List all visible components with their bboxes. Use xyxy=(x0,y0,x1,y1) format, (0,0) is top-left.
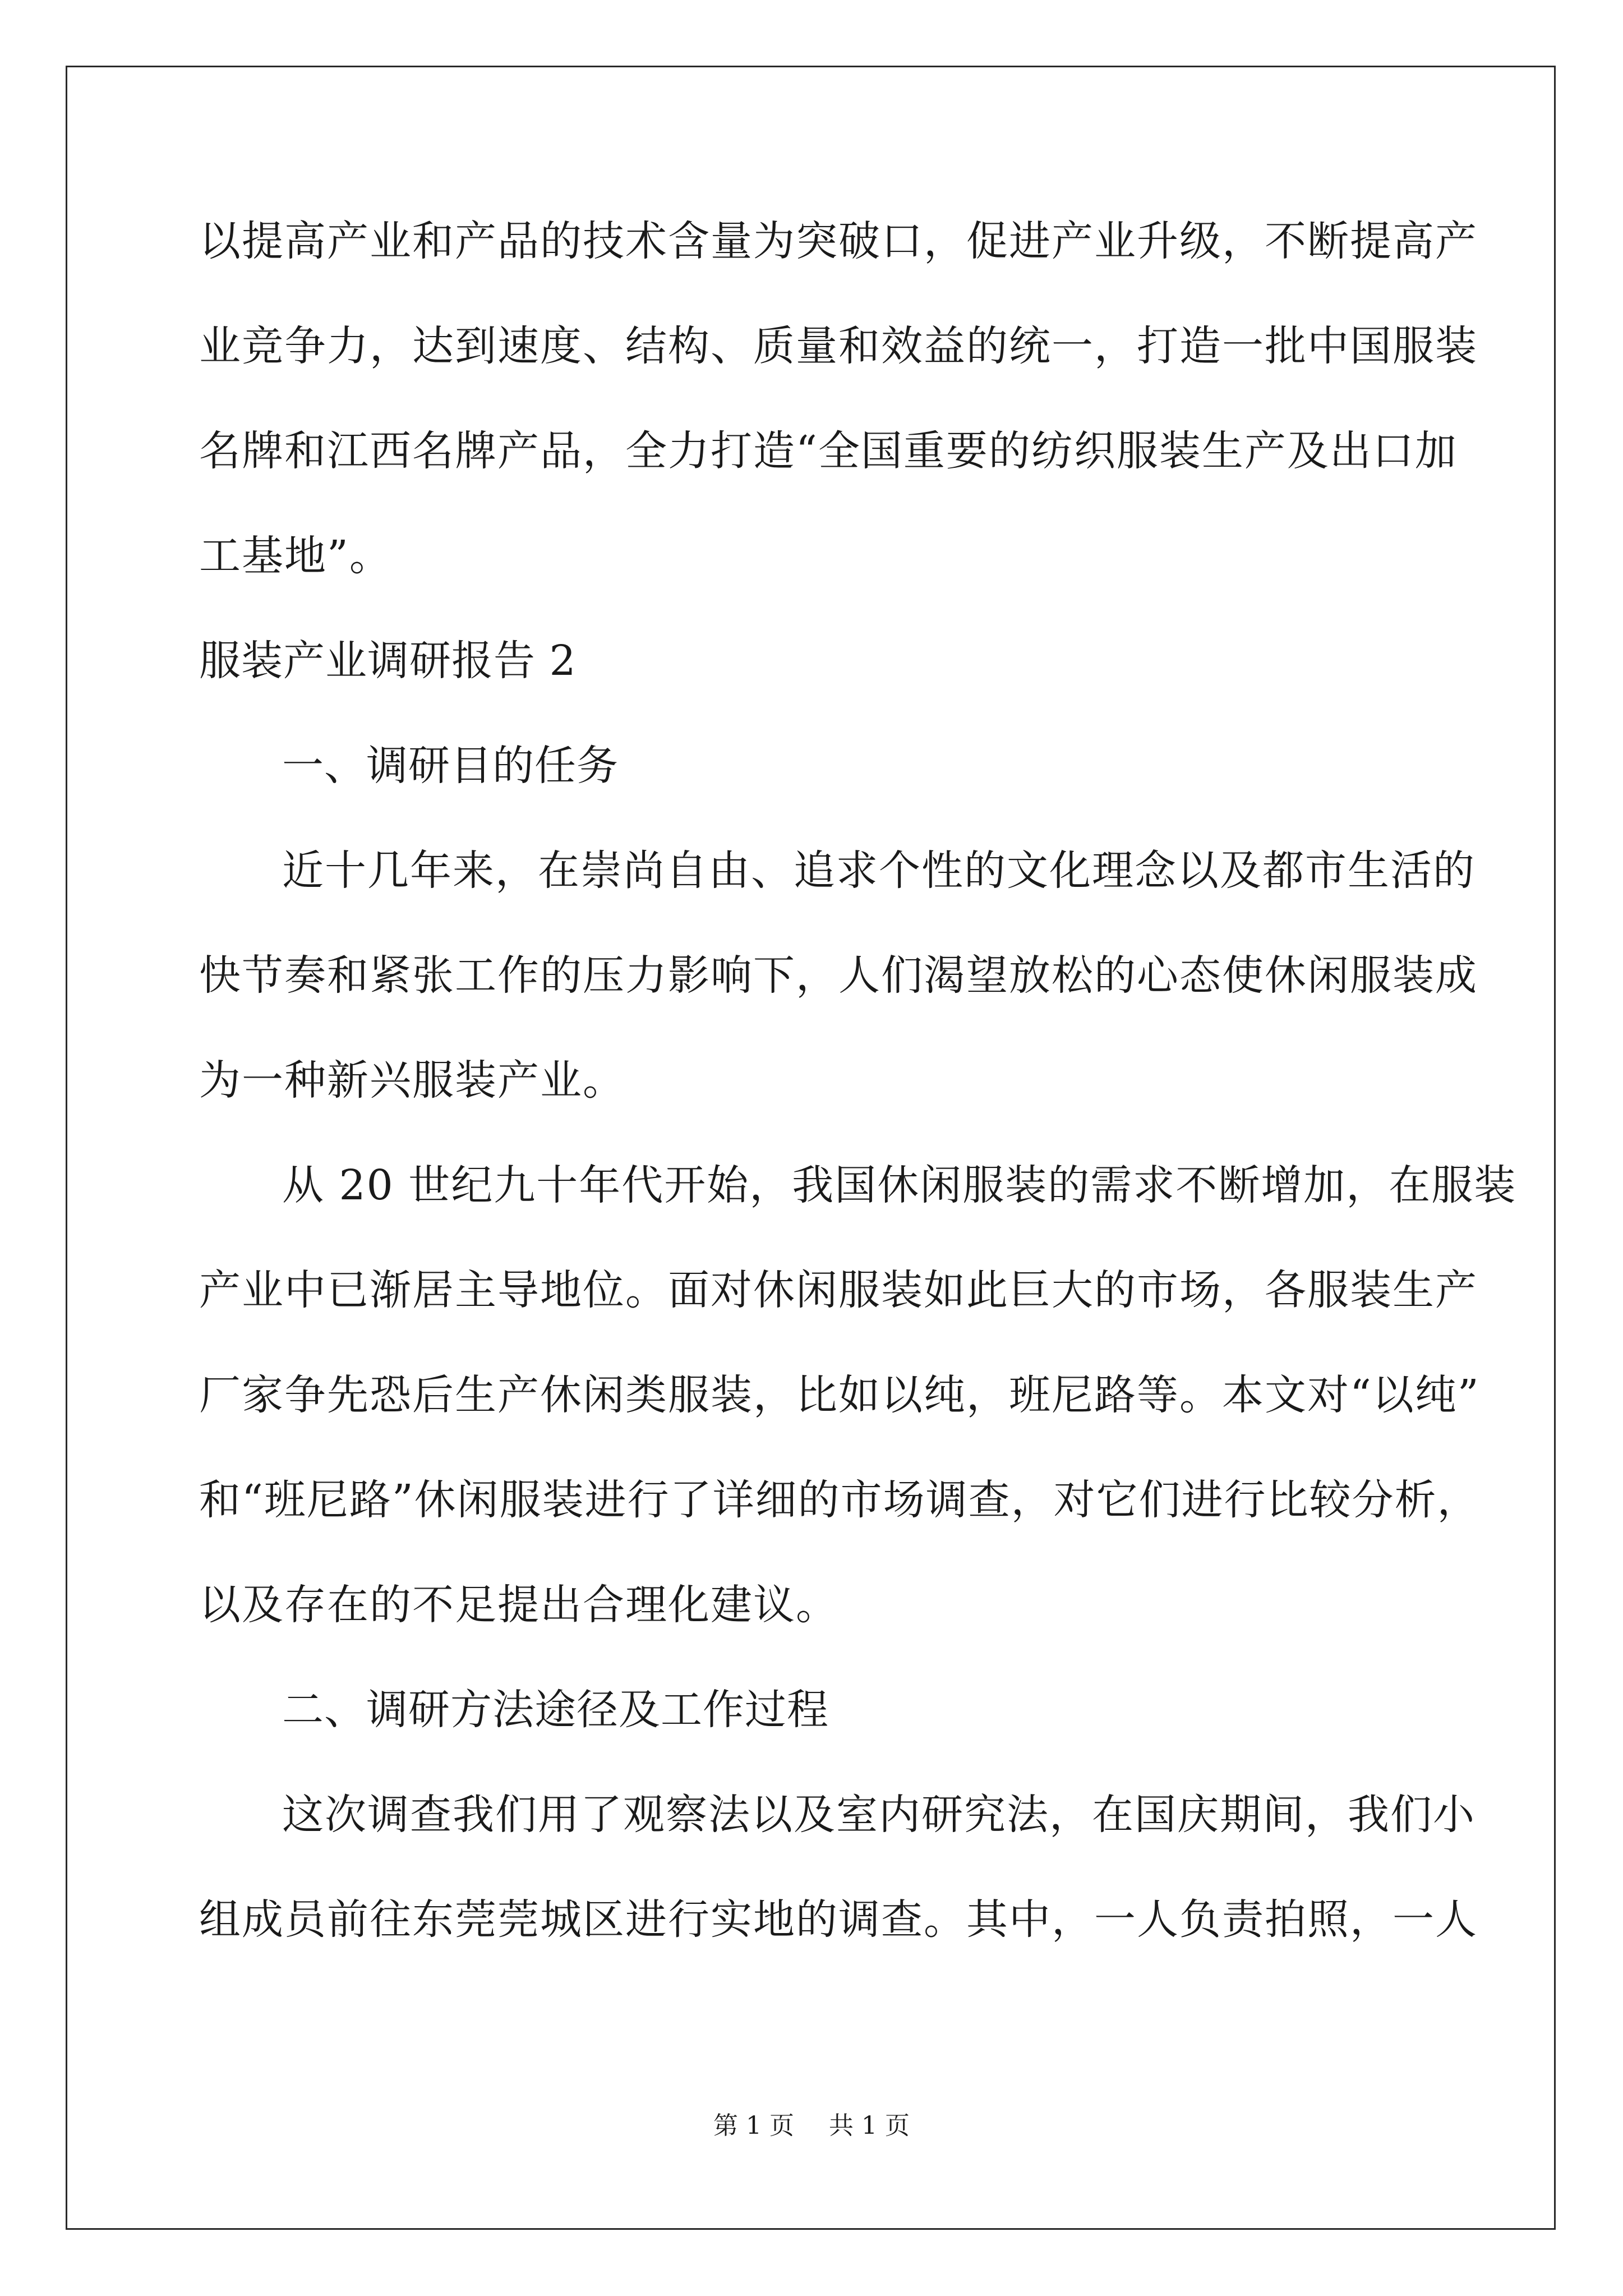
page-number-current: 第 1 页 xyxy=(713,2111,794,2140)
text-line: 以及存在的不足提出合理化建议。 xyxy=(199,1581,838,1629)
text-line: 从 20 世纪九十年代开始，我国休闲服装的需求不断增加，在服装 xyxy=(282,1161,1517,1209)
text-line: 以提高产业和产品的技术含量为突破口，促进产业升级，不断提高产 xyxy=(199,217,1478,265)
text-line: 组成员前往东莞莞城区进行实地的调查。其中，一人负责拍照，一人 xyxy=(199,1895,1478,1944)
text-line: 和“班尼路”休闲服装进行了详细的市场调查，对它们进行比较分析， xyxy=(199,1476,1480,1524)
section-heading: 一、调研目的任务 xyxy=(282,742,619,790)
page-number-total: 共 1 页 xyxy=(829,2111,910,2140)
text-line: 为一种新兴服装产业。 xyxy=(199,1056,625,1105)
text-line: 工基地”。 xyxy=(199,532,392,580)
text-line: 名牌和江西名牌产品，全力打造“全国重要的纺织服装生产及出口加 xyxy=(199,427,1458,475)
text-line: 这次调查我们用了观察法以及室内研究法，在国庆期间，我们小 xyxy=(282,1791,1476,1839)
text-line: 快节奏和紧张工作的压力影响下，人们渴望放松的心态使休闲服装成 xyxy=(199,951,1478,1000)
section-heading: 二、调研方法途径及工作过程 xyxy=(282,1686,829,1734)
page-footer xyxy=(0,2109,1623,2143)
text-line: 业竞争力，达到速度、结构、质量和效益的统一，打造一批中国服装 xyxy=(199,322,1478,370)
section-title: 服装产业调研报告 2 xyxy=(199,637,577,685)
text-line: 厂家争先恐后生产休闲类服装，比如以纯，班尼路等。本文对“以纯” xyxy=(199,1371,1480,1419)
text-line: 近十几年来，在崇尚自由、追求个性的文化理念以及都市生活的 xyxy=(282,846,1476,895)
document-body xyxy=(199,208,1517,1991)
text-line: 产业中已渐居主导地位。面对休闲服装如此巨大的市场，各服装生产 xyxy=(199,1266,1478,1314)
